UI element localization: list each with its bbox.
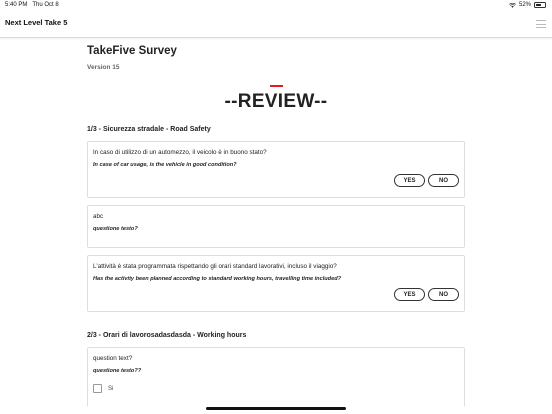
- survey-version: Version 15: [87, 64, 120, 71]
- hamburger-icon[interactable]: [536, 20, 546, 28]
- question-text-en: In case of car usage, is the vehicle in good condition?: [93, 162, 237, 168]
- home-indicator: [206, 407, 346, 410]
- survey-title: TakeFive Survey: [87, 45, 177, 57]
- battery-percent: 52%: [518, 2, 531, 8]
- question-text-it: L'attività è stata programmata rispettando gli orari standard lavorativi, incluso il viaggio?: [93, 263, 337, 270]
- checkbox-option[interactable]: [93, 384, 459, 393]
- question-text-en: Has the activity been planned according to standard working hours, travelling time included?: [93, 276, 342, 282]
- red-accent-bar: [270, 85, 283, 87]
- wifi-icon: [509, 3, 516, 8]
- answer-buttons: [93, 288, 459, 301]
- checkbox[interactable]: [93, 384, 102, 393]
- question-text-it: question text?: [93, 355, 133, 362]
- question-text-en: questione testo?: [93, 226, 138, 232]
- answer-buttons: [93, 174, 459, 187]
- section-title-road-safety: 1/3 - Sicurezza stradale - Road Safety: [87, 126, 211, 133]
- status-time: 5:40 PM Thu Oct 8: [5, 2, 59, 8]
- yes-button[interactable]: YES: [394, 174, 425, 187]
- review-heading: --REVIEW--: [224, 91, 328, 112]
- question-card: [87, 141, 465, 198]
- section-title-working-hours: 2/3 - Orari di lavorosadasdasda - Working hours: [87, 332, 247, 339]
- no-button[interactable]: NO: [428, 174, 459, 187]
- question-text-it: abc: [93, 213, 104, 220]
- battery-icon: [534, 2, 546, 8]
- app-header: [0, 12, 552, 38]
- question-text-it: In caso di utilizzo di un automezzo, il veicolo è in buono stato?: [93, 149, 267, 156]
- question-text-en: questione testo??: [93, 368, 142, 374]
- question-card: [87, 205, 465, 248]
- question-card: [87, 347, 465, 407]
- yes-button[interactable]: YES: [394, 288, 425, 301]
- status-right: [509, 2, 546, 8]
- app-title: Next Level Take 5: [5, 18, 68, 27]
- checkbox-label: Si: [108, 385, 114, 392]
- status-bar: [0, 0, 552, 12]
- question-card: [87, 255, 465, 312]
- survey-content: [87, 44, 465, 407]
- no-button[interactable]: NO: [428, 288, 459, 301]
